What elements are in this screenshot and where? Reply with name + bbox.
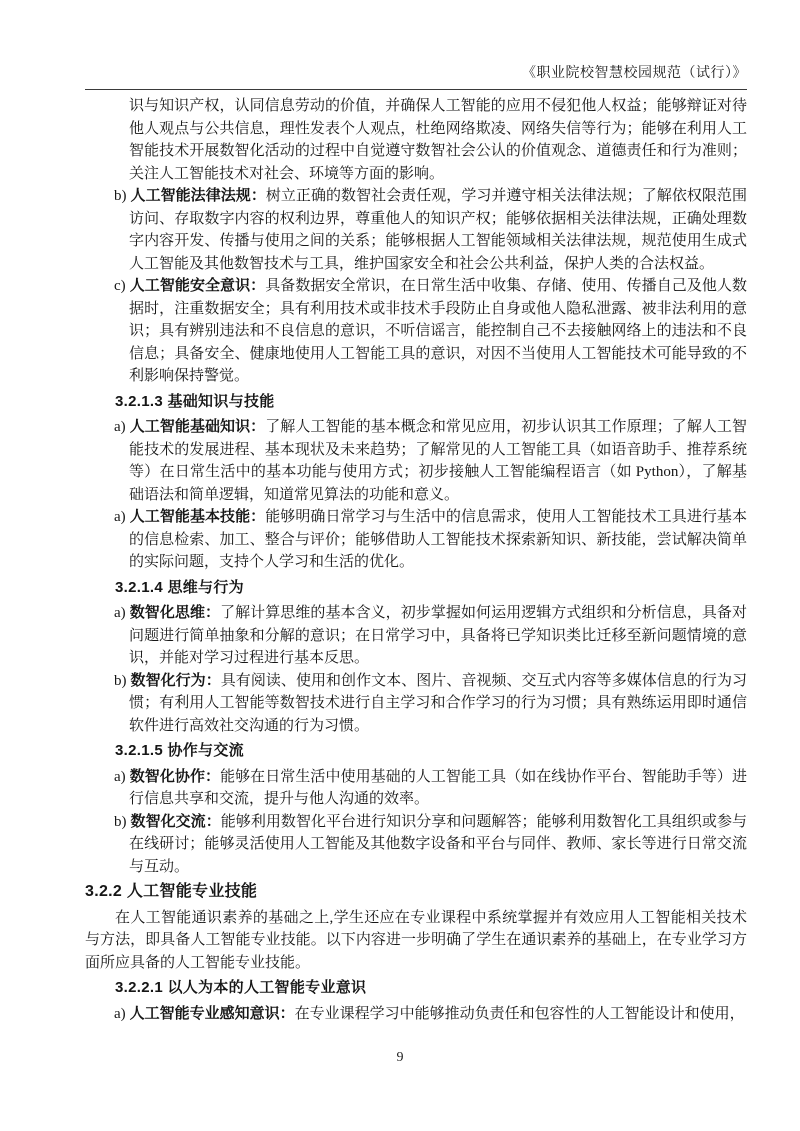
list-item-lead: 数智化思维： [129,604,221,621]
list-item-marker: b) [114,672,127,689]
list-item [114,602,747,670]
list-item-lead: 人工智能安全意识： [129,277,266,294]
list-item-text: 了解人工智能的基本概念和常见应用，初步认识其工作原理；了解人工智能技术的发展进程、基本现状及未来趋势；了解常见的人工智能工具（如语音助手、推荐系统等）在日常生活中的基本功能与使用方式；初步接触人工智能编程语言（如 Python），了解基础语法和简单逻辑，知道常见算法的功能和意义。 [129,419,747,503]
section-heading-3-2-2-1: 3.2.2.1 以人为本的人工智能专业意识 [115,979,367,996]
list-item-marker: c) [114,278,126,294]
list-item-text: 在专业课程学习中能够推动负责任和包容性的人工智能设计和使用， [294,1005,745,1022]
list-item-text: 树立正确的数智社会责任观，学习并遵守相关法律法规；了解依权限范围访问、存取数字内容的权利边界，尊重他人的知识产权；能够依据相关法律法规，正确处理数字内容开发、传播与使用之间的关系；能够根据人工智能领域相关法律法规，规范使用生成式人工智能及其他数智技术与工具，维护国家安全和社会公共利益，保护人类的合法权益。 [129,188,747,272]
list-item-text: 能够利用数智化平台进行知识分享和问题解答；能够利用数智化工具组织或参与在线研讨；能够灵活使用人工智能及其他数字设备和平台与同伴、教师、家长等进行日常交流与互动。 [129,813,747,875]
section-heading-3-2-1-5: 3.2.1.5 协作与交流 [115,742,244,759]
list-item-lead: 人工智能基础知识： [129,418,266,435]
list-item [114,766,747,811]
paragraph-intro: 在人工智能通识素养的基础之上,学生还应在专业课程中系统掌握并有效应用人工智能相关技术与方法，即具备人工智能专业技能。以下内容进一步明确了学生在通识素养的基础上，在专业学习方面所应具备的人工智能专业技能。 [85,909,747,971]
list-item-lead: 数智化行为： [130,671,221,689]
list-item [114,811,747,879]
list-item-marker: b) [114,813,127,830]
list-item-marker: b) [114,188,127,204]
list-item [114,1003,747,1026]
list-item-text: 能够明确日常学习与生活中的信息需求，使用人工智能技术工具进行基本的信息检索、加工、整合与评价；能够借助人工智能技术探索新知识、新技能，尝试解决简单的实际问题，支持个人学习和生活的优化。 [129,509,747,570]
page-content [85,64,747,1025]
page-number: 9 [396,1050,404,1065]
list-item-lead: 人工智能专业感知意识： [129,1004,295,1022]
section-heading-3-2-2: 3.2.2 人工智能专业技能 [85,883,258,900]
list-item-lead: 数智化交流： [130,812,221,830]
list-item-text: 具备数据安全常识，在日常生活中收集、存储、使用、传播自己及他人数据时，注重数据安全；具有利用技术或非技术手段防止自身或他人隐私泄露、被非法利用的意识；具有辨别违法和不良信息的意识，不听信谣言，能控制自己不去接触网络上的违法和不良信息；具备安全、健康地使用人工智能工具的意识，对因不当使用人工智能技术可能导致的不利影响保持警觉。 [129,278,747,384]
list-item-text: 具有阅读、使用和创作文本、图片、音视频、交互式内容等多媒体信息的行为习惯；有利用人工智能等数智技术进行自主学习和合作学习的行为习惯；具有熟练运用即时通信软件进行高效社交沟通的行为习惯。 [129,672,747,734]
list-item-marker: a) [114,1005,126,1022]
list-item-text: 了解计算思维的基本含义，初步掌握如何运用逻辑方式组织和分析信息，具备对问题进行简单抽象和分解的意识；在日常学习中，具备将已学知识类比迁移至新问题情境的意识，并能对学习过程进行基本反思。 [129,605,747,666]
list-item [114,670,747,738]
list-item [114,506,747,574]
list-item-text: 能够在日常生活中使用基础的人工智能工具（如在线协作平台、智能助手等）进行信息共享和交流，提升与他人沟通的效率。 [129,768,747,807]
list-item [114,275,747,388]
list-item-lead: 人工智能法律法规： [130,187,266,204]
list-item-marker: a) [114,605,126,621]
list-item [114,416,747,506]
list-item-marker: a) [114,419,126,435]
section-heading-3-2-1-4: 3.2.1.4 思维与行为 [115,578,244,596]
paragraph-continuation: 识与知识产权，认同信息劳动的价值，并确保人工智能的应用不侵犯他人权益；能够辩证对待他人观点与公共信息，理性发表个人观点，杜绝网络欺凌、网络失信等行为；能够在利用人工智能技术开展数智化活动的过程中自觉遵守数智社会公认的价值观念、道德责任和行为准则；关注人工智能技术对社会、环境等方面的影响。 [129,98,747,182]
list-item-marker: a) [114,509,126,525]
list-item [114,185,747,275]
list-item-lead: 数智化协作： [129,767,221,785]
document-body [85,90,747,1025]
running-header-title: 《职业院校智慧校园规范（试行）》 [85,64,747,90]
list-item-lead: 人工智能基本技能： [129,508,266,525]
section-heading-3-2-1-3: 3.2.1.3 基础知识与技能 [115,392,275,410]
list-item-marker: a) [114,768,126,785]
